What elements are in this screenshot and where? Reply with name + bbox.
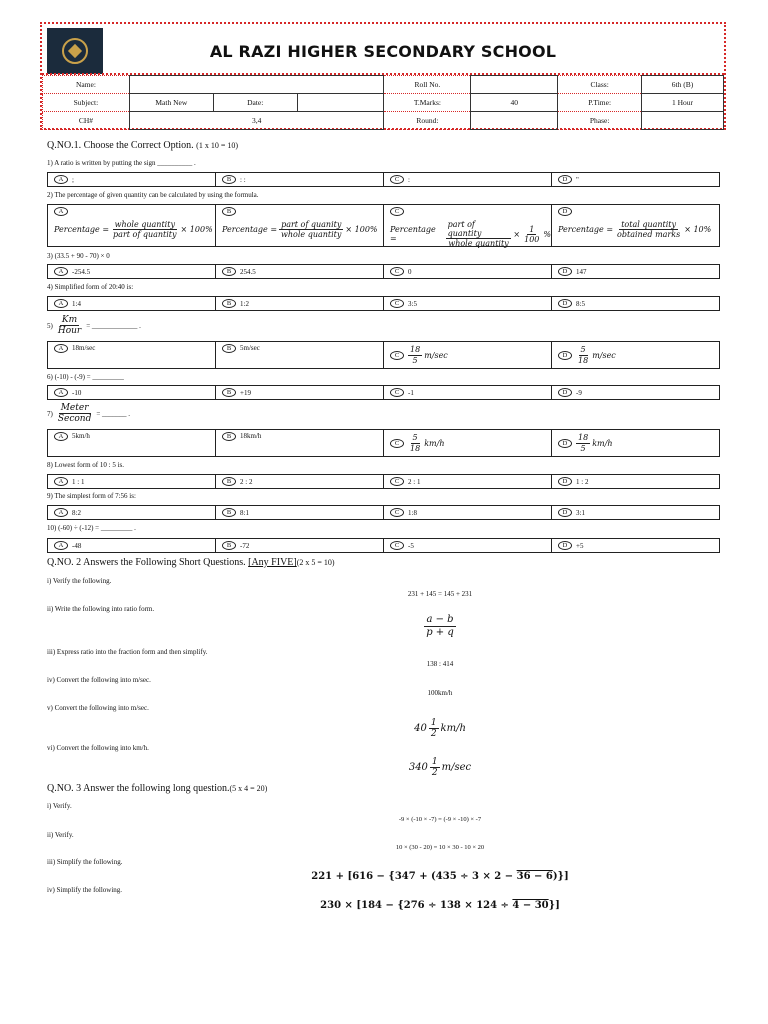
expression: $\frac{a - b}{p + q}$ (426, 614, 454, 638)
option-d[interactable]: D -9 (552, 386, 719, 399)
expression: 340 $\frac{1}{2}$ m/sec (408, 757, 472, 779)
phase-label: Phase: (558, 112, 642, 130)
option-c[interactable]: C 3:5 (384, 297, 552, 310)
question-text: 6) (-10) - (-9) = _________ (47, 373, 124, 381)
short-question: vi) Convert the following into km/h. (47, 744, 149, 752)
question-text: 2) The percentage of given quantity can be calculated by using the formula. (47, 191, 259, 199)
option-row (47, 341, 720, 369)
option-d[interactable]: D 1 : 2 (552, 475, 719, 488)
question-text: 1) A ratio is written by putting the sign __________ . (47, 159, 196, 167)
expression: 231 + 145 = 145 + 231 (407, 590, 473, 598)
ch-label: CH# (43, 112, 130, 130)
option-c[interactable]: C -1 (384, 386, 552, 399)
option-d[interactable]: D " (552, 173, 719, 186)
option-a[interactable]: A -10 (48, 386, 216, 399)
option-c[interactable]: C -5 (384, 539, 552, 552)
question-text: 10) (-60) ÷ (-12) = _________ . (47, 524, 136, 532)
long-question: iv) Simplify the following. (47, 886, 123, 894)
option-a[interactable]: A 1:4 (48, 297, 216, 310)
school-name: AL RAZI HIGHER SECONDARY SCHOOL (209, 42, 557, 61)
expression: 230 × [184 − {276 ÷ 138 × 124 ÷ 4 − 30}] (320, 900, 560, 911)
ptime-label: P.Time: (558, 94, 642, 112)
q2-heading: Q.NO. 2 Answers the Following Short Questions. [Any FIVE](2 x 5 = 10) (47, 557, 335, 568)
option-row (47, 204, 720, 247)
question-text: 5) $\frac{Km}{\text{Hour}}$ = _____________ . (47, 315, 141, 337)
long-question: iii) Simplify the following. (47, 858, 123, 866)
expression: 100km/h (427, 689, 453, 697)
option-b[interactable]: B -72 (216, 539, 384, 552)
long-question: i) Verify. (47, 802, 72, 810)
option-row (47, 172, 720, 187)
option-d[interactable]: D $\frac{5}{18}$ m/sec (552, 342, 719, 368)
short-question: v) Convert the following into m/sec. (47, 704, 149, 712)
q3-heading: Q.NO. 3 Answer the following long question.(5 x 4 = 20) (47, 783, 268, 794)
tmarks-label: T.Marks: (384, 94, 471, 112)
class-label: Class: (558, 76, 642, 94)
round-field[interactable] (471, 112, 558, 130)
tmarks-value: 40 (471, 94, 558, 112)
long-question: ii) Verify. (47, 831, 74, 839)
date-field[interactable] (297, 94, 384, 112)
option-d[interactable]: D +5 (552, 539, 719, 552)
option-row (47, 296, 720, 311)
roll-label: Roll No. (384, 76, 471, 94)
expression: 40 $\frac{1}{2}$ km/h (414, 718, 466, 740)
ptime-value: 1 Hour (642, 94, 724, 112)
option-a[interactable]: A Percentage = $\frac{\text{whole quantity}}{\text{part of quantity}}$ × 100% (48, 205, 216, 246)
short-question: iii) Express ratio into the fraction form and then simplify. (47, 648, 208, 656)
q1-heading: Q.NO.1. Choose the Correct Option. (1 x 10 = 10) (47, 140, 238, 151)
option-a[interactable]: A 1 : 1 (48, 475, 216, 488)
option-d[interactable]: D 3:1 (552, 506, 719, 519)
name-field[interactable] (129, 76, 384, 94)
option-b[interactable]: B 5m/sec (216, 342, 384, 368)
option-a[interactable]: A 5km/h (48, 430, 216, 456)
option-b[interactable]: B 1:2 (216, 297, 384, 310)
option-a[interactable]: A 18m/sec (48, 342, 216, 368)
expression: 221 + [616 − {347 + (435 ÷ 3 × 2 − 36 − 6)}] (311, 871, 569, 882)
option-b[interactable]: B +19 (216, 386, 384, 399)
option-d[interactable]: D 147 (552, 265, 719, 278)
ch-value: 3,4 (129, 112, 384, 130)
option-row (47, 505, 720, 520)
option-a[interactable]: A -254.5 (48, 265, 216, 278)
class-value: 6th (B) (642, 76, 724, 94)
question-text: 4) Simplified form of 20:40 is: (47, 283, 134, 291)
question-text: 7) $\frac{\text{Meter}}{\text{Second}}$ = _______ . (47, 403, 131, 425)
info-table (42, 75, 724, 130)
subject-label: Subject: (43, 94, 130, 112)
option-b[interactable]: B Percentage = $\frac{\text{part of quanity}}{\text{whole quantity}}$ × 100% (216, 205, 384, 246)
subject-value: Math New (129, 94, 213, 112)
date-label: Date: (213, 94, 297, 112)
option-row (47, 538, 720, 553)
short-question: ii) Write the following into ratio form. (47, 605, 155, 613)
round-label: Round: (384, 112, 471, 130)
option-b[interactable]: B 18km/h (216, 430, 384, 456)
option-b[interactable]: B 2 : 2 (216, 475, 384, 488)
option-d[interactable]: D $\frac{18}{5}$ km/h (552, 430, 719, 456)
question-text: 9) The simplest form of 7:56 is: (47, 492, 136, 500)
short-question: i) Verify the following. (47, 577, 112, 585)
option-c[interactable]: C : (384, 173, 552, 186)
option-c[interactable]: C Percentage = $\frac{\text{part of quantity}}{\text{whole quantity}}$ × $\frac{1}{100}$ % (384, 205, 552, 246)
question-text: 8) Lowest form of 10 : 5 is. (47, 461, 124, 469)
option-c[interactable]: C 2 : 1 (384, 475, 552, 488)
option-a[interactable]: A -48 (48, 539, 216, 552)
expression: 10 × (30 - 20) = 10 × 30 - 10 × 20 (395, 844, 485, 851)
option-row (47, 385, 720, 400)
option-a[interactable]: A ; (48, 173, 216, 186)
option-c[interactable]: C 1:8 (384, 506, 552, 519)
option-d[interactable]: D Percentage = $\frac{\text{total quantity}}{\text{obtained marks}}$ × 10% (558, 208, 712, 240)
header-box (40, 22, 726, 130)
phase-field[interactable] (642, 112, 724, 130)
expression: -9 × (-10 × -7) = (-9 × -10) × -7 (398, 816, 482, 823)
question-text: 3) (33.5 + 90 - 70) × 0 (47, 252, 110, 260)
name-label: Name: (43, 76, 130, 94)
roll-field[interactable] (471, 76, 558, 94)
option-d[interactable]: D 8:5 (552, 297, 719, 310)
option-row (47, 429, 720, 457)
option-row (47, 264, 720, 279)
option-b[interactable]: B : : (216, 173, 384, 186)
option-b[interactable]: B 254.5 (216, 265, 384, 278)
option-b[interactable]: B 8:1 (216, 506, 384, 519)
option-c[interactable]: C 0 (384, 265, 552, 278)
expression: 138 : 414 (426, 660, 454, 668)
option-a[interactable]: A 8:2 (48, 506, 216, 519)
option-c[interactable]: C $\frac{5}{18}$ km/h (384, 430, 552, 456)
option-c[interactable]: C $\frac{18}{5}$ m/sec (384, 342, 552, 368)
option-row (47, 474, 720, 489)
short-question: iv) Convert the following into m/sec. (47, 676, 151, 684)
